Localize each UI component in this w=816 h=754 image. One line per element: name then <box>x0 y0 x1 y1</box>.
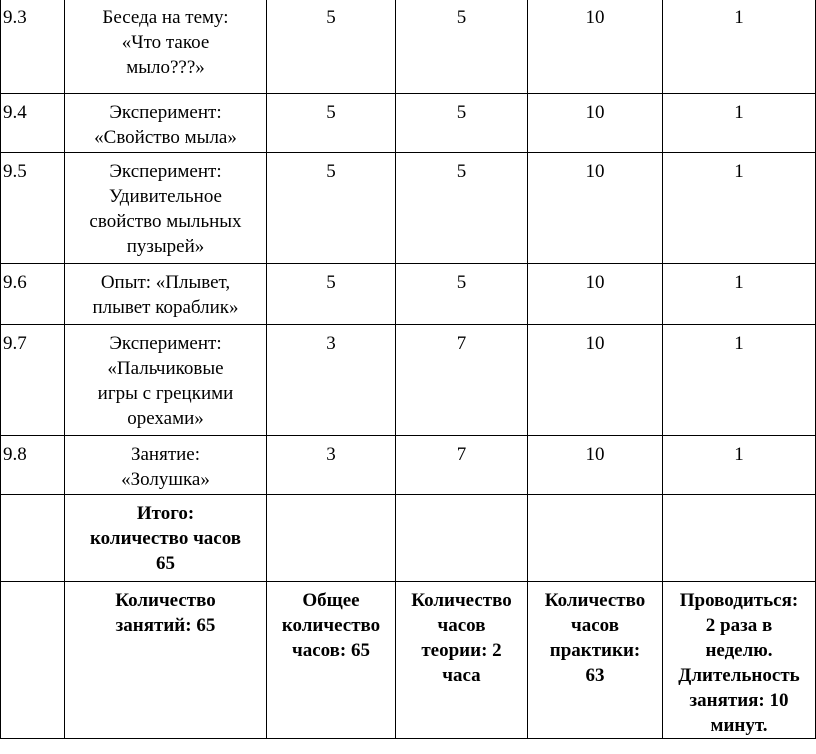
total-hours-summary-cell: Общее количество часов: 65 <box>267 582 396 739</box>
value-cell: 5 <box>267 264 396 325</box>
value-cell: 5 <box>396 264 528 325</box>
summary-row <box>1 582 816 739</box>
value-cell: 5 <box>396 94 528 153</box>
total-row <box>1 495 816 582</box>
value-cell: 1 <box>663 94 816 153</box>
value-cell: 10 <box>528 94 663 153</box>
empty-cell <box>663 495 816 582</box>
value-cell: 5 <box>267 0 396 94</box>
topic-cell: Эксперимент: Удивительное свойство мыльных пузырей» <box>65 153 267 264</box>
empty-cell <box>396 495 528 582</box>
lessons-count-cell: Количество занятий: 65 <box>65 582 267 739</box>
table-row <box>1 325 816 436</box>
row-number: 9.8 <box>1 436 65 495</box>
topic-cell: Опыт: «Плывет, плывет кораблик» <box>65 264 267 325</box>
empty-cell <box>1 582 65 739</box>
table-row <box>1 436 816 495</box>
value-cell: 1 <box>663 325 816 436</box>
practice-hours-cell: Количество часов практики: 63 <box>528 582 663 739</box>
table-row <box>1 0 816 94</box>
value-cell: 3 <box>267 325 396 436</box>
row-number: 9.4 <box>1 94 65 153</box>
schedule-cell: Проводиться: 2 раза в неделю. Длительность занятия: 10 минут. <box>663 582 816 739</box>
row-number: 9.6 <box>1 264 65 325</box>
value-cell: 5 <box>267 153 396 264</box>
value-cell: 7 <box>396 325 528 436</box>
value-cell: 10 <box>528 0 663 94</box>
value-cell: 10 <box>528 325 663 436</box>
value-cell: 10 <box>528 264 663 325</box>
value-cell: 1 <box>663 436 816 495</box>
empty-cell <box>267 495 396 582</box>
topic-cell: Эксперимент: «Свойство мыла» <box>65 94 267 153</box>
value-cell: 1 <box>663 0 816 94</box>
total-hours-cell: Итого: количество часов 65 <box>65 495 267 582</box>
value-cell: 5 <box>396 153 528 264</box>
empty-cell <box>528 495 663 582</box>
table-row <box>1 264 816 325</box>
table-row <box>1 94 816 153</box>
empty-cell <box>1 495 65 582</box>
topic-cell: Беседа на тему: «Что такое мыло???» <box>65 0 267 94</box>
value-cell: 3 <box>267 436 396 495</box>
value-cell: 5 <box>267 94 396 153</box>
row-number: 9.3 <box>1 0 65 94</box>
value-cell: 7 <box>396 436 528 495</box>
row-number: 9.5 <box>1 153 65 264</box>
value-cell: 10 <box>528 436 663 495</box>
value-cell: 10 <box>528 153 663 264</box>
topic-cell: Занятие: «Золушка» <box>65 436 267 495</box>
row-number: 9.7 <box>1 325 65 436</box>
value-cell: 1 <box>663 153 816 264</box>
value-cell: 5 <box>396 0 528 94</box>
topic-cell: Эксперимент: «Пальчиковые игры с грецкими орехами» <box>65 325 267 436</box>
value-cell: 1 <box>663 264 816 325</box>
table-row <box>1 153 816 264</box>
theory-hours-cell: Количество часов теории: 2 часа <box>396 582 528 739</box>
